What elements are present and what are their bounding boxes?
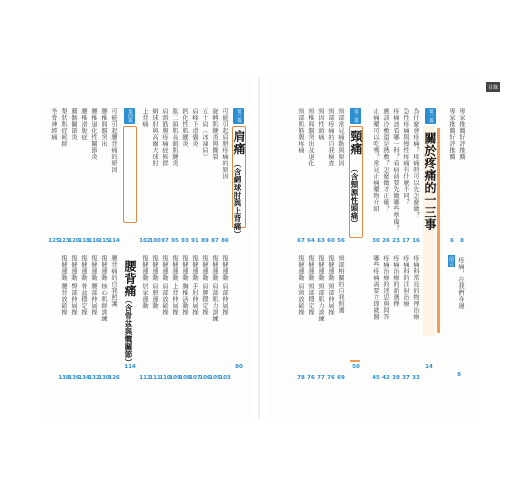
part4-item-page: 136 bbox=[68, 375, 80, 381]
part3-item-label[interactable]: 復健運動 胸椎活動操 bbox=[181, 255, 188, 316]
part4-title: 腰背痛 bbox=[123, 260, 137, 297]
part4-item-page: 132 bbox=[88, 375, 100, 381]
part4-item-label[interactable]: 腰椎滑脫症 bbox=[80, 108, 87, 141]
part4-item-label[interactable]: 復健運動 腰部伸展操 bbox=[90, 255, 97, 316]
part4-item-label[interactable]: 坐骨神經痛 bbox=[50, 108, 57, 141]
part4-item-page: 118 bbox=[78, 238, 90, 244]
part1-item-page: 37 bbox=[402, 375, 410, 381]
part3-item-label[interactable]: 復健運動 肩膀運動 bbox=[151, 255, 158, 310]
part1-item-page: 17 bbox=[402, 238, 410, 244]
part2-badge: 第二篇 bbox=[350, 108, 361, 124]
corner-mark: 目錄 bbox=[486, 82, 500, 92]
part4-item-label[interactable]: 腰椎退化性關節炎 bbox=[90, 108, 97, 160]
part2-item-label[interactable]: 頸部常見痛點與原因 bbox=[337, 108, 344, 167]
part3-item-page: 109 bbox=[169, 375, 181, 381]
part3-item-page: 110 bbox=[159, 375, 171, 381]
part3-subtitle: （含網球肘與上背痛） bbox=[233, 160, 242, 238]
part4-item-page: 130 bbox=[98, 375, 110, 381]
part3-item-page: 87 bbox=[211, 238, 219, 244]
part2-subtitle: （含頸源性頭痛） bbox=[350, 165, 359, 228]
part3-item-label[interactable]: 可能引起肩膀疼痛的原因 bbox=[221, 108, 228, 180]
part1-item-page: 30 bbox=[372, 238, 380, 244]
part4-item-page: 123 bbox=[58, 238, 70, 244]
part3-item-label[interactable]: 復健運動 手肘伸展操 bbox=[191, 255, 198, 316]
part3-item-label[interactable]: 復健運動 肩部放鬆操 bbox=[161, 255, 168, 316]
part3-item-page: 107 bbox=[189, 375, 201, 381]
part4-item-page: 126 bbox=[108, 375, 120, 381]
part3-item-page: 111 bbox=[149, 375, 161, 381]
part3-item-label[interactable]: 旋轉肌腱炎與撕裂 bbox=[211, 108, 218, 160]
part2-item-page: 63 bbox=[317, 238, 325, 244]
part2-item-page: 67 bbox=[297, 238, 305, 244]
part1-item-label[interactable]: 為什麼會疼痛？疼痛時可以先怎麼做？ bbox=[412, 108, 419, 219]
part3-item-label[interactable]: 五十肩（冰凍肩） bbox=[201, 108, 208, 160]
preface-label[interactable]: 疼痛，在我們身邊 bbox=[457, 257, 464, 309]
part3-item-page: 91 bbox=[191, 238, 199, 244]
part3-item-page: 112 bbox=[139, 375, 151, 381]
intro-page: 8 bbox=[460, 238, 464, 244]
part1-title: 關於疼痛的一三事 bbox=[423, 132, 437, 231]
gutter bbox=[258, 78, 260, 418]
part3-item-label[interactable]: 復健運動 肩胛穩定操 bbox=[201, 255, 208, 316]
part1-accent bbox=[437, 128, 440, 333]
part1-item-label[interactable]: 哪些疼痛需要立即就醫 bbox=[372, 255, 379, 320]
part2-item-page: 76 bbox=[327, 375, 335, 381]
part4-item-label[interactable]: 腰椎間盤突出 bbox=[100, 108, 107, 147]
part4-item-label[interactable]: 腰背痛的自我照護 bbox=[110, 255, 117, 307]
part1-item-page: 33 bbox=[412, 375, 420, 381]
part2-item-label[interactable]: 復健運動 肩頸放鬆操 bbox=[297, 255, 304, 316]
intro-page: 6 bbox=[450, 238, 454, 244]
part2-item-label[interactable]: 頸部相關的自我照護 bbox=[337, 255, 344, 314]
part2-underline bbox=[350, 360, 360, 362]
part2-item-label[interactable]: 頸部疼痛的自我檢查 bbox=[327, 108, 334, 167]
part4-item-page: 138 bbox=[58, 375, 70, 381]
part4-item-page: 125 bbox=[48, 238, 60, 244]
part1-item-label[interactable]: 急性疼痛與慢性疼痛有什麼不同？ bbox=[402, 108, 409, 206]
part4-item-page: 134 bbox=[78, 375, 90, 381]
part1-item-label[interactable]: 止痛藥可以吃嗎？常見止痛藥物介紹 bbox=[372, 108, 379, 212]
part4-item-page: 115 bbox=[98, 238, 110, 244]
part1-item-label[interactable]: 疼痛治療的迷思與問答 bbox=[382, 255, 389, 320]
part4-item-label[interactable]: 薦髂關節炎 bbox=[70, 108, 77, 141]
part4-subtitle: （含骨盆與髖關節） bbox=[124, 296, 133, 367]
part3-item-page: 108 bbox=[179, 375, 191, 381]
part3-item-page: 89 bbox=[201, 238, 209, 244]
part4-badge: 第四篇 bbox=[124, 108, 135, 124]
preface-tag: 前言 bbox=[448, 256, 454, 266]
part2-title: 頸痛 bbox=[349, 130, 363, 155]
part1-item-label[interactable]: 疼痛科的注射治療 bbox=[402, 255, 409, 307]
part2-item-label[interactable]: 頸椎間盤突出及退化 bbox=[307, 108, 314, 167]
preface-page: 9 bbox=[457, 372, 461, 378]
part2-item-label[interactable]: 頸部肌筋膜疼痛 bbox=[297, 108, 304, 154]
part3-item-label[interactable]: 復健運動 肩部伸展操 bbox=[221, 255, 228, 316]
part4-item-label[interactable]: 復健運動 骨盆穩定操 bbox=[80, 255, 87, 316]
part1-item-page: 42 bbox=[382, 375, 390, 381]
part1-item-page: 16 bbox=[412, 238, 420, 244]
part2-item-page: 76 bbox=[307, 375, 315, 381]
part3-item-label[interactable]: 復健運動 上背伸展操 bbox=[171, 255, 178, 316]
part2-item-page: 77 bbox=[317, 375, 325, 381]
part2-item-label[interactable]: 復健運動 頸部肌力訓練 bbox=[317, 255, 324, 323]
part2-item-page: 78 bbox=[297, 375, 305, 381]
part1-item-page: 26 bbox=[382, 238, 390, 244]
part3-item-page: 86 bbox=[221, 238, 229, 244]
part4-item-label[interactable]: 可能引起腰背痛的原因 bbox=[110, 108, 117, 173]
part1-item-page: 45 bbox=[372, 375, 380, 381]
part3-title: 肩痛 bbox=[232, 130, 246, 155]
part4-frame bbox=[123, 126, 137, 223]
part3-badge: 第三篇 bbox=[233, 108, 244, 124]
part4-item-page: 114 bbox=[108, 238, 120, 244]
part2-item-label[interactable]: 復健運動 頸部穩定操 bbox=[307, 255, 314, 316]
part3-item-page: 103 bbox=[219, 375, 231, 381]
part3-start-page: 80 bbox=[235, 364, 243, 370]
part3-item-label[interactable]: 肩峰下滑囊炎 bbox=[191, 108, 198, 147]
part3-item-page: 105 bbox=[209, 375, 221, 381]
part1-item-label[interactable]: 疼痛該看哪一科？看病前要先做哪些準備？ bbox=[392, 108, 399, 232]
part4-item-page: 120 bbox=[68, 238, 80, 244]
part1-item-label[interactable]: 疼痛科常見的物理治療 bbox=[412, 255, 419, 320]
part3-item-page: 93 bbox=[181, 238, 189, 244]
part4-start-page: 114 bbox=[124, 364, 136, 370]
part1-item-page: 39 bbox=[392, 375, 400, 381]
part1-item-label[interactable]: 疼痛治療的新選擇 bbox=[392, 255, 399, 307]
part3-item-page: 97 bbox=[161, 238, 169, 244]
part3-item-page: 100 bbox=[149, 238, 161, 244]
part1-item-page: 23 bbox=[392, 238, 400, 244]
part2-item-page: 56 bbox=[337, 238, 345, 244]
intro-label[interactable]: 專家推薦好評推薦 bbox=[458, 108, 465, 160]
part2-item-page: 60 bbox=[327, 238, 335, 244]
part3-item-page: 102 bbox=[139, 238, 151, 244]
part2-item-label[interactable]: 頸因性頭痛 bbox=[317, 108, 324, 141]
part4-item-label[interactable]: 梨狀肌症候群 bbox=[60, 108, 67, 147]
part3-item-label[interactable]: 上背痛 bbox=[141, 108, 148, 128]
intro-label[interactable]: 專家推薦好評推薦 bbox=[448, 108, 455, 160]
part4-item-label[interactable]: 復健運動 核心肌群訓練 bbox=[100, 255, 107, 323]
part3-item-label[interactable]: 鈣化性肌腱炎 bbox=[181, 108, 188, 147]
part3-item-label[interactable]: 復健運動 肩部肌力訓練 bbox=[211, 255, 218, 323]
part1-badge: 第一篇 bbox=[425, 108, 436, 124]
part2-start-page: 50 bbox=[352, 364, 360, 370]
part4-item-page: 116 bbox=[88, 238, 100, 244]
part4-item-label[interactable]: 復健運動 臀部伸展操 bbox=[70, 255, 77, 316]
part2-item-label[interactable]: 復健運動 頸部伸展操 bbox=[327, 255, 334, 316]
part1-start-page: 14 bbox=[425, 364, 433, 370]
part3-item-label[interactable]: 肩頸筋膜疼痛症候群 bbox=[161, 108, 168, 167]
part1-item-label[interactable]: 應該冷敷還是熱敷？怎麼做才正確？ bbox=[382, 108, 389, 212]
part3-item-label[interactable]: 肱二頭肌長頭肌腱炎 bbox=[171, 108, 178, 167]
part3-item-page: 95 bbox=[171, 238, 179, 244]
part3-item-page: 106 bbox=[199, 375, 211, 381]
part3-item-label[interactable]: 復健運動 居家運動 bbox=[141, 255, 148, 310]
part2-item-page: 64 bbox=[307, 238, 315, 244]
part4-item-label[interactable]: 復健運動 腰背放鬆操 bbox=[60, 255, 67, 316]
part2-item-page: 69 bbox=[337, 375, 345, 381]
part3-item-label[interactable]: 網球肘與高爾夫球肘 bbox=[151, 108, 158, 167]
